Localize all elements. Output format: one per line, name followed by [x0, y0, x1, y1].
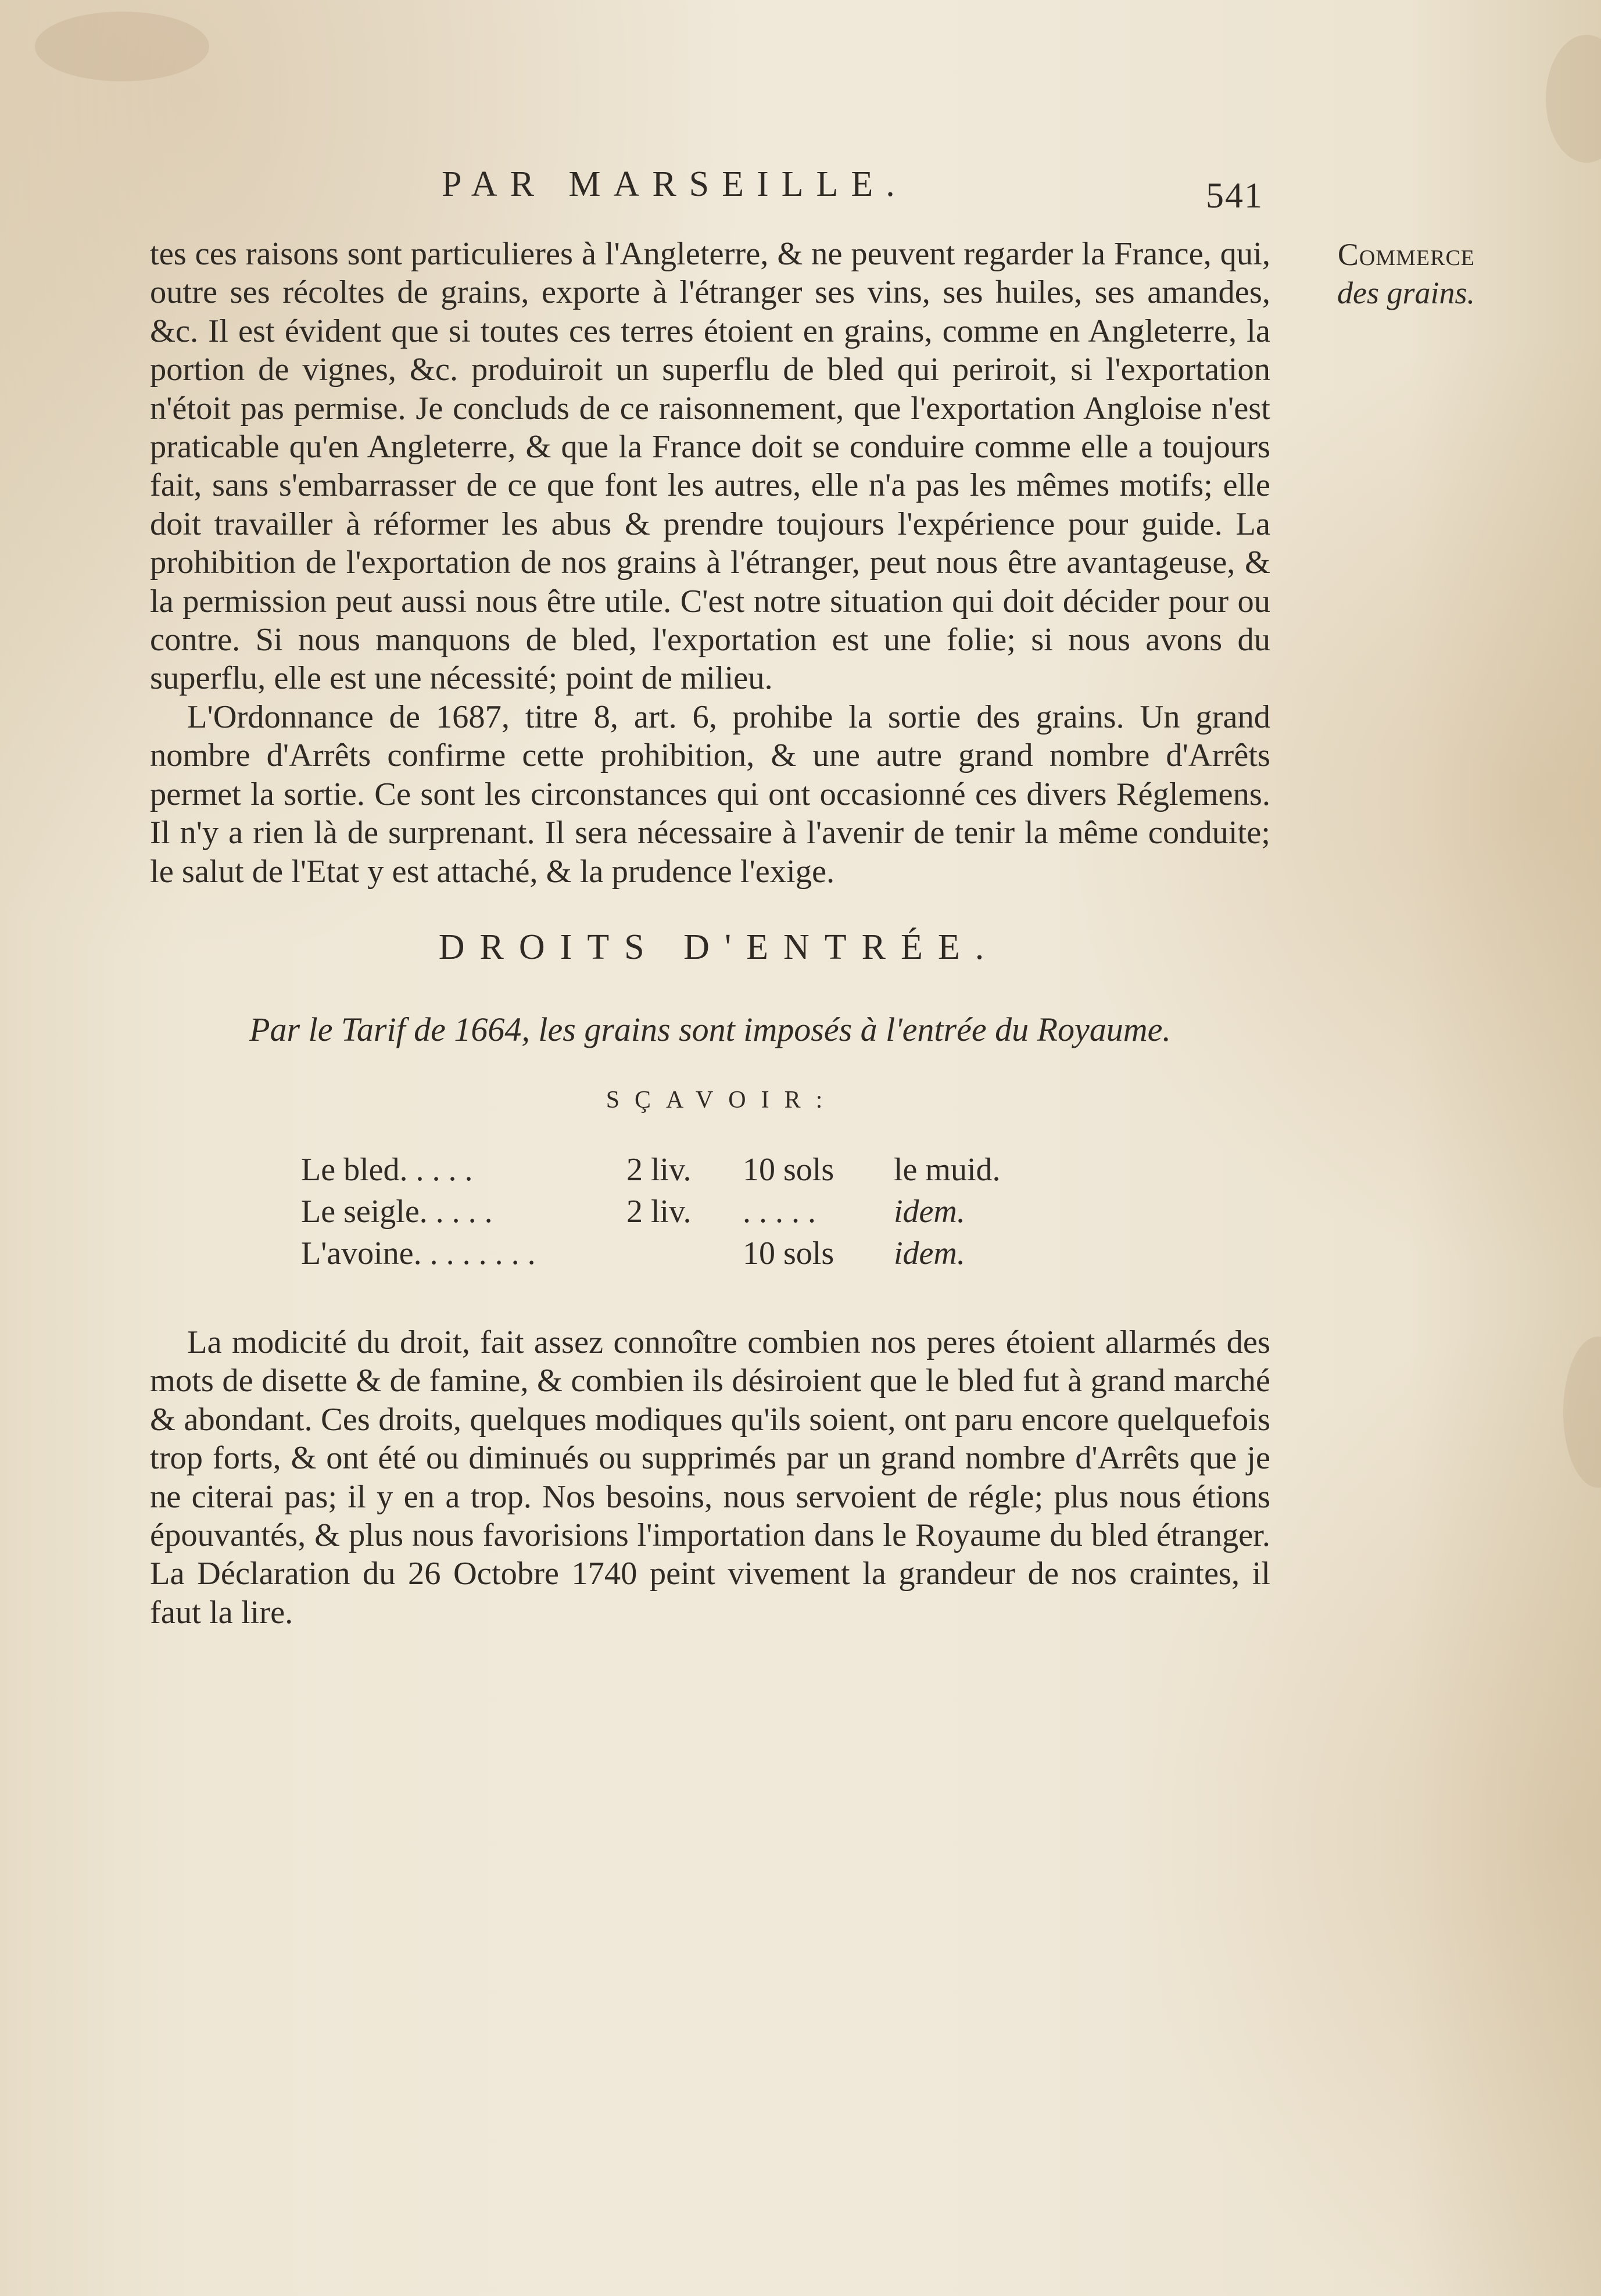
tariff-livres: 2 liv. [626, 1151, 692, 1188]
tariff-livres: 2 liv. [626, 1193, 692, 1230]
running-title: PAR MARSEILLE. [442, 164, 908, 204]
margin-note [1266, 235, 1475, 312]
section-heading: DROITS D'ENTRÉE. [438, 927, 1000, 967]
paragraph-modicite: La modicité du droit, fait assez connoître combien nos peres étoient allarmés des mots de disette & de famine, & combien ils désiroient que le bled fut à grand marché & abondant. Ces droits, quelques modiques qu'ils soient, ont paru encore quelquefois trop forts, & ont été ou diminués ou supprimés par un grand nombre d'Arrêts que je ne citerai pas; il y en a trop. Nos besoins, nous servoient de régle; plus nous étions épouvantés, & plus nous favorisions l'importation dans le Royaume du bled étranger. La Déclaration du 26 Octobre 1740 peint vivement la grandeur de nos craintes, il faut la lire. [150, 1324, 1270, 1631]
tarif-line: Par le Tarif de 1664, les grains sont imposés à l'entrée du Royaume. [249, 1010, 1171, 1048]
savoir-heading: SÇAVOIR: [606, 1086, 838, 1113]
tariff-sols: 10 sols [743, 1151, 834, 1188]
tariff-sols: 10 sols [743, 1235, 834, 1271]
tariff-sols: . . . . . [743, 1193, 816, 1230]
tariff-table [301, 1151, 1010, 1277]
body-text [150, 235, 1270, 1632]
tariff-item: L'avoine. . . . . . . . [301, 1235, 536, 1271]
table-row [301, 1193, 1010, 1235]
paper-stain [1563, 1337, 1601, 1488]
page-header [145, 158, 1308, 222]
paragraph-exportation: tes ces raisons sont particulieres à l'Angleterre, & ne peuvent regarder la France, qui, outre ses récoltes de grains, exporte à l'étranger ses vins, ses huiles, ses amandes, &c. Il est évident que si toutes ces terres étoient en grains, comme en Angleterre, la portion de vignes, &c. produiroit un superflu de bled qui periroit, si l'exportation n'étoit pas permise. Je concluds de ce raisonnement, que l'exportation Angloise n'est praticable qu'en Angleterre, & que la France doit se conduire comme elle a toujours fait, sans s'embarrasser de ce que font les autres, elle n'a pas les mêmes motifs; elle doit travailler à réformer les abus & prendre toujours l'expérience pour guide. La prohibition de l'exportation de nos grains à l'étranger, peut nous être avantageuse, & la permission peut aussi nous être utile. C'est notre situation qui doit décider pour ou contre. Si nous manquons de bled, l'exportation est une folie; si nous avons du superflu, elle est une nécessité; point de milieu. [150, 236, 1270, 697]
paper-stain [1546, 35, 1601, 163]
tariff-unit: le muid. [894, 1151, 1001, 1188]
paragraph-ordonnance: L'Ordonnance de 1687, titre 8, art. 6, prohibe la sortie des grains. Un grand nombre d'Arrêts confirme cette prohibition, & une autre grand nombre d'Arrêts permet la sortie. Ce sont les circonstances qui ont occasionné ces divers Réglemens. Il n'y a rien là de surprenant. Il sera nécessaire à l'avenir de tenir la même conduite; le salut de l'Etat y est attaché, & la prudence l'exige. [150, 699, 1270, 890]
table-row [301, 1151, 1010, 1193]
table-row [301, 1235, 1010, 1277]
tariff-livres [626, 1235, 743, 1277]
tariff-unit: idem. [894, 1193, 965, 1230]
tariff-unit: idem. [894, 1235, 965, 1271]
page-number: 541 [1206, 176, 1263, 216]
paper-stain [35, 12, 209, 81]
tariff-item: Le bled. . . . . [301, 1151, 473, 1188]
margin-note-title: Commerce [1337, 237, 1475, 272]
margin-note-subtitle: des grains. [1337, 275, 1475, 310]
tariff-item: Le seigle. . . . . [301, 1193, 493, 1230]
